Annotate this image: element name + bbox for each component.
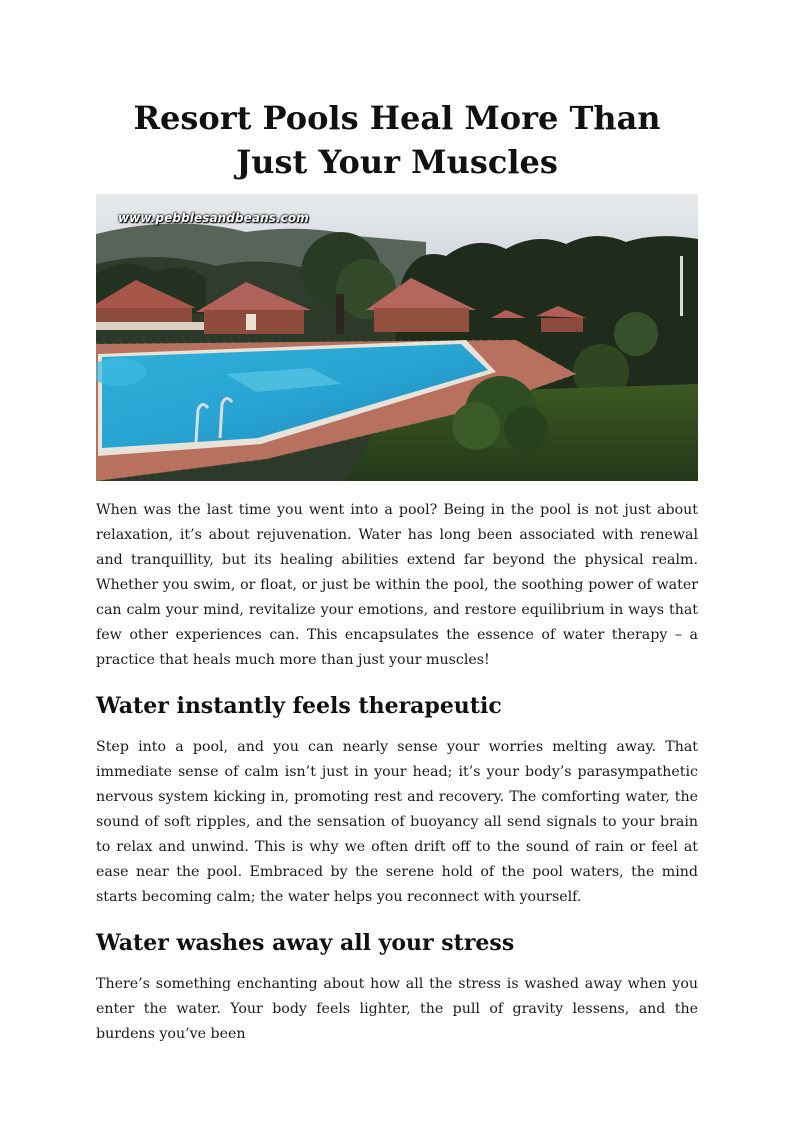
section-heading-stress: Water washes away all your stress bbox=[96, 930, 515, 956]
section-body-therapeutic: Step into a pool, and you can nearly sense your worries melting away. That immediate sense of calm isn’t just in your head; it’s your body’s parasympathetic nervous system kicking in, promoting rest and recovery. The comforting water, the sound of soft ripples, and the sensation of buoyancy all send signals to your brain to relax and unwind. This is why we often drift off to the sound of rain or feel at ease near the pool. Embraced by the serene hold of the pool waters, the mind starts becoming calm; the water helps you reconnect with yourself. bbox=[96, 739, 698, 905]
section-heading-therapeutic: Water instantly feels therapeutic bbox=[96, 693, 502, 719]
image-watermark: www.pebblesandbeans.com bbox=[118, 211, 309, 225]
pool-scene-illustration bbox=[96, 194, 698, 481]
intro-paragraph: When was the last time you went into a pool? Being in the pool is not just about relaxation, it’s about rejuvenation. Water has long been associated with renewal and tranquillity, but its healing abilities extend far beyond the physical realm. Whether you swim, or float, or just be within the pool, the soothing power of water can calm your mind, revitalize your emotions, and restore equilibrium in ways that few other experiences can. This encapsulates the essence of water therapy – a practice that heals much more than just your muscles! bbox=[96, 502, 698, 668]
section-body-stress: There’s something enchanting about how all the stress is washed away when you enter the water. Your body feels lighter, the pull of gravity lessens, and the burdens you’ve been bbox=[96, 976, 698, 1042]
resort-pool-photo bbox=[96, 194, 698, 481]
page-title: Resort Pools Heal More Than Just Your Muscles bbox=[133, 99, 661, 181]
